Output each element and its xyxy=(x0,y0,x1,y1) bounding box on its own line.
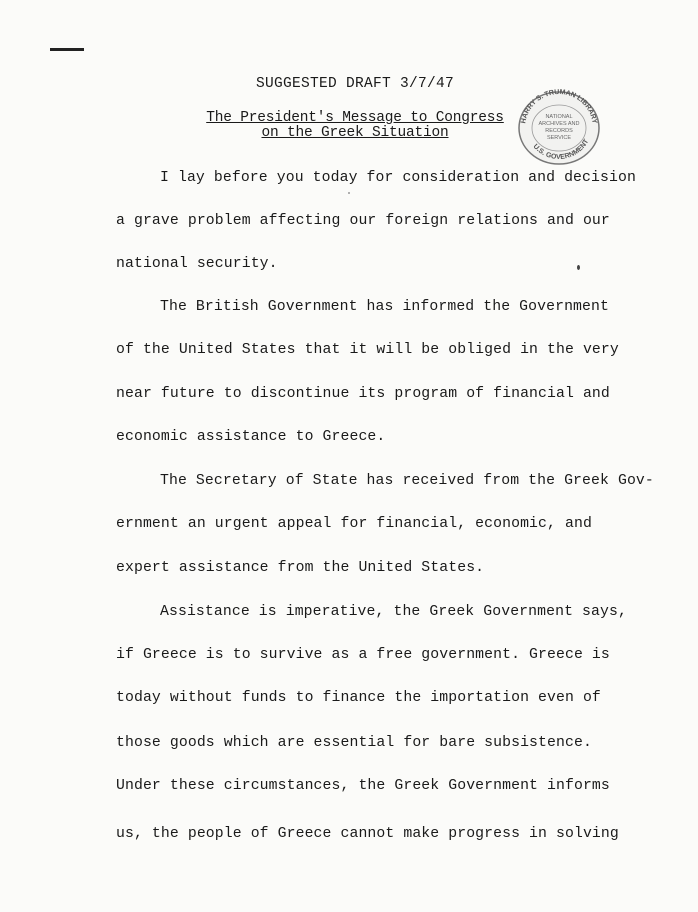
ink-speck xyxy=(577,265,580,270)
body-line-2: a grave problem affecting our foreign relations and our xyxy=(116,213,610,229)
body-line-9: ernment an urgent appeal for financial, economic, and xyxy=(116,516,592,532)
body-line-12: if Greece is to survive as a free government. Greece is xyxy=(116,647,610,663)
body-line-6: near future to discontinue its program of financial and xyxy=(116,386,610,402)
archive-stamp-seal xyxy=(513,88,605,166)
stamp-center-line-1: NATIONAL xyxy=(545,114,573,120)
body-line-10: expert assistance from the United States. xyxy=(116,560,485,576)
body-line-5: of the United States that it will be obliged in the very xyxy=(116,342,619,358)
body-line-7: economic assistance to Greece. xyxy=(116,429,386,445)
body-line-13: today without funds to finance the importation even of xyxy=(116,690,601,706)
body-line-11: Assistance is imperative, the Greek Government says, xyxy=(160,604,627,620)
body-line-8: The Secretary of State has received from the Greek Gov- xyxy=(160,473,654,489)
draft-heading: SUGGESTED DRAFT 3/7/47 xyxy=(256,76,455,92)
body-line-1: I lay before you today for consideration and decision xyxy=(160,170,636,186)
body-line-14: those goods which are essential for bare subsistence. xyxy=(116,735,592,751)
stamp-bottom-text: U.S. GOVERNMENT xyxy=(531,138,591,161)
title-line-2: on the Greek Situation xyxy=(261,125,449,141)
ink-speck xyxy=(348,192,350,194)
body-line-4: The British Government has informed the Government xyxy=(160,299,609,315)
margin-mark xyxy=(50,48,84,51)
stamp-center-line-2: ARCHIVES AND xyxy=(538,121,580,127)
stamp-center-line-3: RECORDS xyxy=(545,128,573,134)
title-line-1: The President's Message to Congress xyxy=(206,110,504,126)
body-line-16: us, the people of Greece cannot make progress in solving xyxy=(116,826,619,842)
body-line-15: Under these circumstances, the Greek Government informs xyxy=(116,778,610,794)
stamp-center-line-4: SERVICE xyxy=(546,135,572,141)
body-line-3: national security. xyxy=(116,256,278,272)
stamp-top-text: HARRY S. TRUMAN LIBRARY xyxy=(520,88,598,125)
